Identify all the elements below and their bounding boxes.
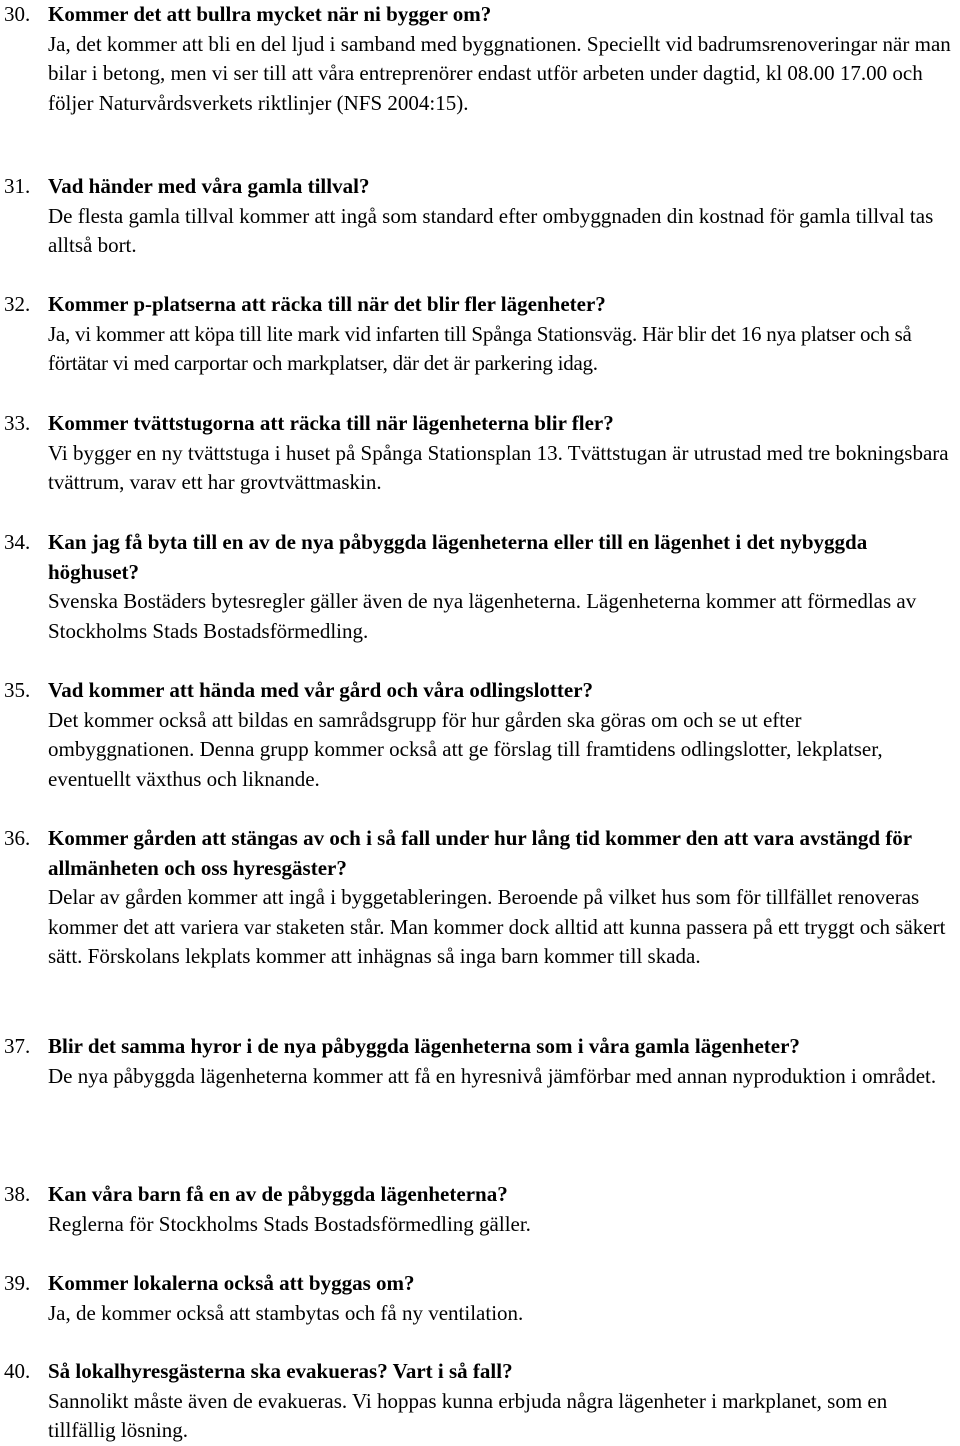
faq-item-30 — [0, 0, 960, 118]
faq-item-40 — [0, 1357, 960, 1446]
faq-body — [48, 290, 953, 379]
item-number: 33. — [4, 411, 31, 435]
faq-item-38 — [0, 1180, 960, 1239]
faq-answer: Reglerna för Stockholms Stads Bostadsförmedling gäller. — [48, 1211, 531, 1236]
item-number: 38. — [4, 1182, 31, 1206]
faq-answer: Det kommer också att bildas en samrådsgrupp för hur gården ska göras om och se ut efter ombyggnationen. Denna grupp kommer också att ge förslag till framtidens odlingslotter, lekplatser, eventuellt växthus och liknande. — [48, 707, 883, 791]
faq-item-31 — [0, 172, 960, 261]
faq-question: Kommer gården att stängas av och i så fall under hur lång tid kommer den att vara avstängd för allmänheten och oss hyresgäster? — [48, 826, 912, 880]
faq-item-33 — [0, 409, 960, 498]
faq-body — [48, 1180, 953, 1239]
item-number: 39. — [4, 1271, 31, 1295]
faq-answer: De flesta gamla tillval kommer att ingå som standard efter ombyggnaden din kostnad för gamla tillval tas alltså bort. — [48, 203, 934, 258]
faq-body — [48, 1032, 953, 1091]
faq-body — [48, 824, 953, 972]
faq-item-35 — [0, 676, 960, 794]
faq-answer: Svenska Bostäders bytesregler gäller även de nya lägenheterna. Lägenheterna kommer att förmedlas av Stockholms Stads Bostadsförmedling. — [48, 589, 917, 643]
item-number: 37. — [4, 1034, 31, 1058]
faq-answer: Ja, det kommer att bli en del ljud i samband med byggnationen. Speciellt vid badrumsrenoveringar när man bilar i betong, men vi ser till att våra entreprenörer endast utför arbeten under dagtid, kl 08.00 17.00 och följer Naturvårdsverkets riktlinjer (NFS 2004:15). — [48, 31, 951, 115]
faq-item-36 — [0, 824, 960, 972]
faq-answer: Ja, vi kommer att köpa till lite mark vid infarten till Spånga Stationsväg. Här blir det 16 nya platser och så förtätar vi med carportar och markplatser, där det är parkering idag. — [48, 321, 912, 376]
faq-question: Blir det samma hyror i de nya påbyggda lägenheterna som i våra gamla lägenheter? — [48, 1034, 800, 1058]
faq-item-32 — [0, 290, 960, 379]
item-number: 40. — [4, 1359, 31, 1383]
faq-item-39 — [0, 1269, 960, 1328]
faq-answer: Delar av gården kommer att ingå i byggetableringen. Beroende på vilket hus som för tillfället renoveras kommer det att variera var staketen står. Man kommer dock alltid att kunna passera på ett tryggt och säkert sätt. Förskolans lekplats kommer att inhägnas så inga barn kommer till skada. — [48, 885, 946, 969]
faq-question: Kommer lokalerna också att byggas om? — [48, 1271, 415, 1295]
faq-question: Vad händer med våra gamla tillval? — [48, 174, 370, 198]
faq-answer: Ja, de kommer också att stambytas och få ny ventilation. — [48, 1300, 524, 1325]
faq-body — [48, 1357, 953, 1446]
faq-answer: Vi bygger en ny tvättstuga i huset på Spånga Stationsplan 13. Tvättstugan är utrustad med tre bokningsbara tvättrum, varav ett har grovtvättmaskin. — [48, 440, 949, 495]
faq-answer: Sannolikt måste även de evakueras. Vi hoppas kunna erbjuda några lägenheter i markplanet, som en tillfällig lösning. — [48, 1388, 888, 1443]
faq-body — [48, 1269, 953, 1328]
faq-body — [48, 409, 953, 498]
item-number: 30. — [4, 2, 31, 26]
item-number: 32. — [4, 292, 31, 316]
faq-item-37 — [0, 1032, 960, 1091]
faq-body — [48, 676, 953, 794]
item-number: 31. — [4, 174, 31, 198]
faq-question: Kommer p-platserna att räcka till när det blir fler lägenheter? — [48, 292, 606, 316]
faq-question: Så lokalhyresgästerna ska evakueras? Vart i så fall? — [48, 1359, 513, 1383]
faq-question: Vad kommer att hända med vår gård och våra odlingslotter? — [48, 678, 594, 702]
faq-question: Kommer det att bullra mycket när ni bygger om? — [48, 2, 492, 26]
faq-body — [48, 0, 953, 118]
faq-question: Kan jag få byta till en av de nya påbyggda lägenheterna eller till en lägenhet i det nybyggda höghuset? — [48, 530, 868, 584]
faq-body — [48, 172, 953, 261]
faq-question: Kan våra barn få en av de påbyggda lägenheterna? — [48, 1182, 508, 1206]
item-number: 36. — [4, 826, 31, 850]
faq-body — [48, 528, 953, 646]
faq-question: Kommer tvättstugorna att räcka till när lägenheterna blir fler? — [48, 411, 614, 435]
item-number: 34. — [4, 530, 31, 554]
item-number: 35. — [4, 678, 31, 702]
faq-item-34 — [0, 528, 960, 646]
faq-answer: De nya påbyggda lägenheterna kommer att få en hyresnivå jämförbar med annan nyproduktion i området. — [48, 1063, 937, 1088]
